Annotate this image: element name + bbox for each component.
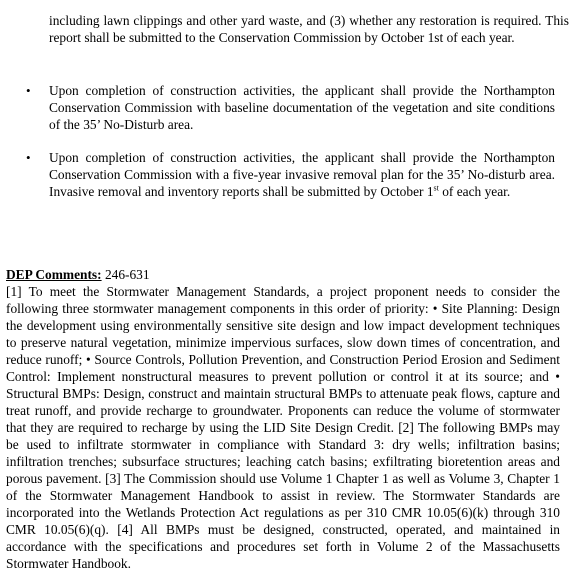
- dep-file-number: 246-631: [101, 267, 150, 282]
- list-item: [0, 82, 555, 133]
- bullet-text: Upon completion of construction activities, the applicant shall provide the Northampton Conservation Commission with baseline documentation of the vegetation and site conditions of the 35’ No-Disturb area.: [49, 83, 555, 132]
- ordinal-superscript: st: [433, 183, 439, 193]
- bullet-text-tail: of each year.: [438, 184, 511, 199]
- bullet-text: [49, 149, 555, 200]
- bullet-text-main: Upon completion of construction activities, the applicant shall provide the Northampton Conservation Commission with a five-year invasive removal plan for the 35’ No-disturb area. Invasive removal and inventory reports shall be submitted by October 1: [49, 150, 555, 199]
- continuation-paragraph: including lawn clippings and other yard waste, and (3) whether any restoration is required. This report shall be submitted to the Conservation Commission by October 1st of each year.: [49, 13, 569, 45]
- dep-comments-body: [1] To meet the Stormwater Management Standards, a project proponent needs to consider the following three stormwater management components in this order of priority: • Site Planning: Design the development using environmentally sensitive site design and low impact development techniques to preserve natural vegetation, minimize impervious surfaces, slow down times of concentration, and reduce runoff; • Source Controls, Pollution Prevention, and Construction Period Erosion and Sediment Control: Implement nonstructural measures to prevent pollution or control it at its source; and • Structural BMPs: Design, construct and maintain structural BMPs to attenuate peak flows, capture and treat runoff, and provide recharge to groundwater. Proponents can reduce the volume of stormwater that they are required to recharge by using the LID Site Design Credit. [2] The following BMPs may be used to infiltrate stormwater in compliance with Standard 3: dry wells; infiltration basins; infiltration trenches; subsurface structures; leaching catch basins; exfiltrating bioretention areas and porous pavement. [3] The Commission should use Volume 1 Chapter 1 as well as Volume 3, Chapter 1 of the Stormwater Management Handbook to assist in review. The Stormwater Standards are incorporated into the Wetlands Protection Act regulations as per 310 CMR 10.05(6)(k) through 310 CMR 10.05(6)(q). [4] All BMPs must be designed, constructed, operated, and maintained in accordance with the specifications and procedures set forth in Volume 2 of the Massachusetts Stormwater Handbook.: [6, 284, 560, 571]
- dep-comments-label: DEP Comments:: [6, 267, 102, 282]
- condition-bullet-list: [0, 82, 576, 216]
- bullet-icon: •: [26, 83, 31, 98]
- dep-comments-section: [6, 266, 560, 572]
- dep-comments-heading: [6, 266, 560, 283]
- bullet-icon: •: [26, 150, 31, 165]
- list-item: [0, 149, 555, 200]
